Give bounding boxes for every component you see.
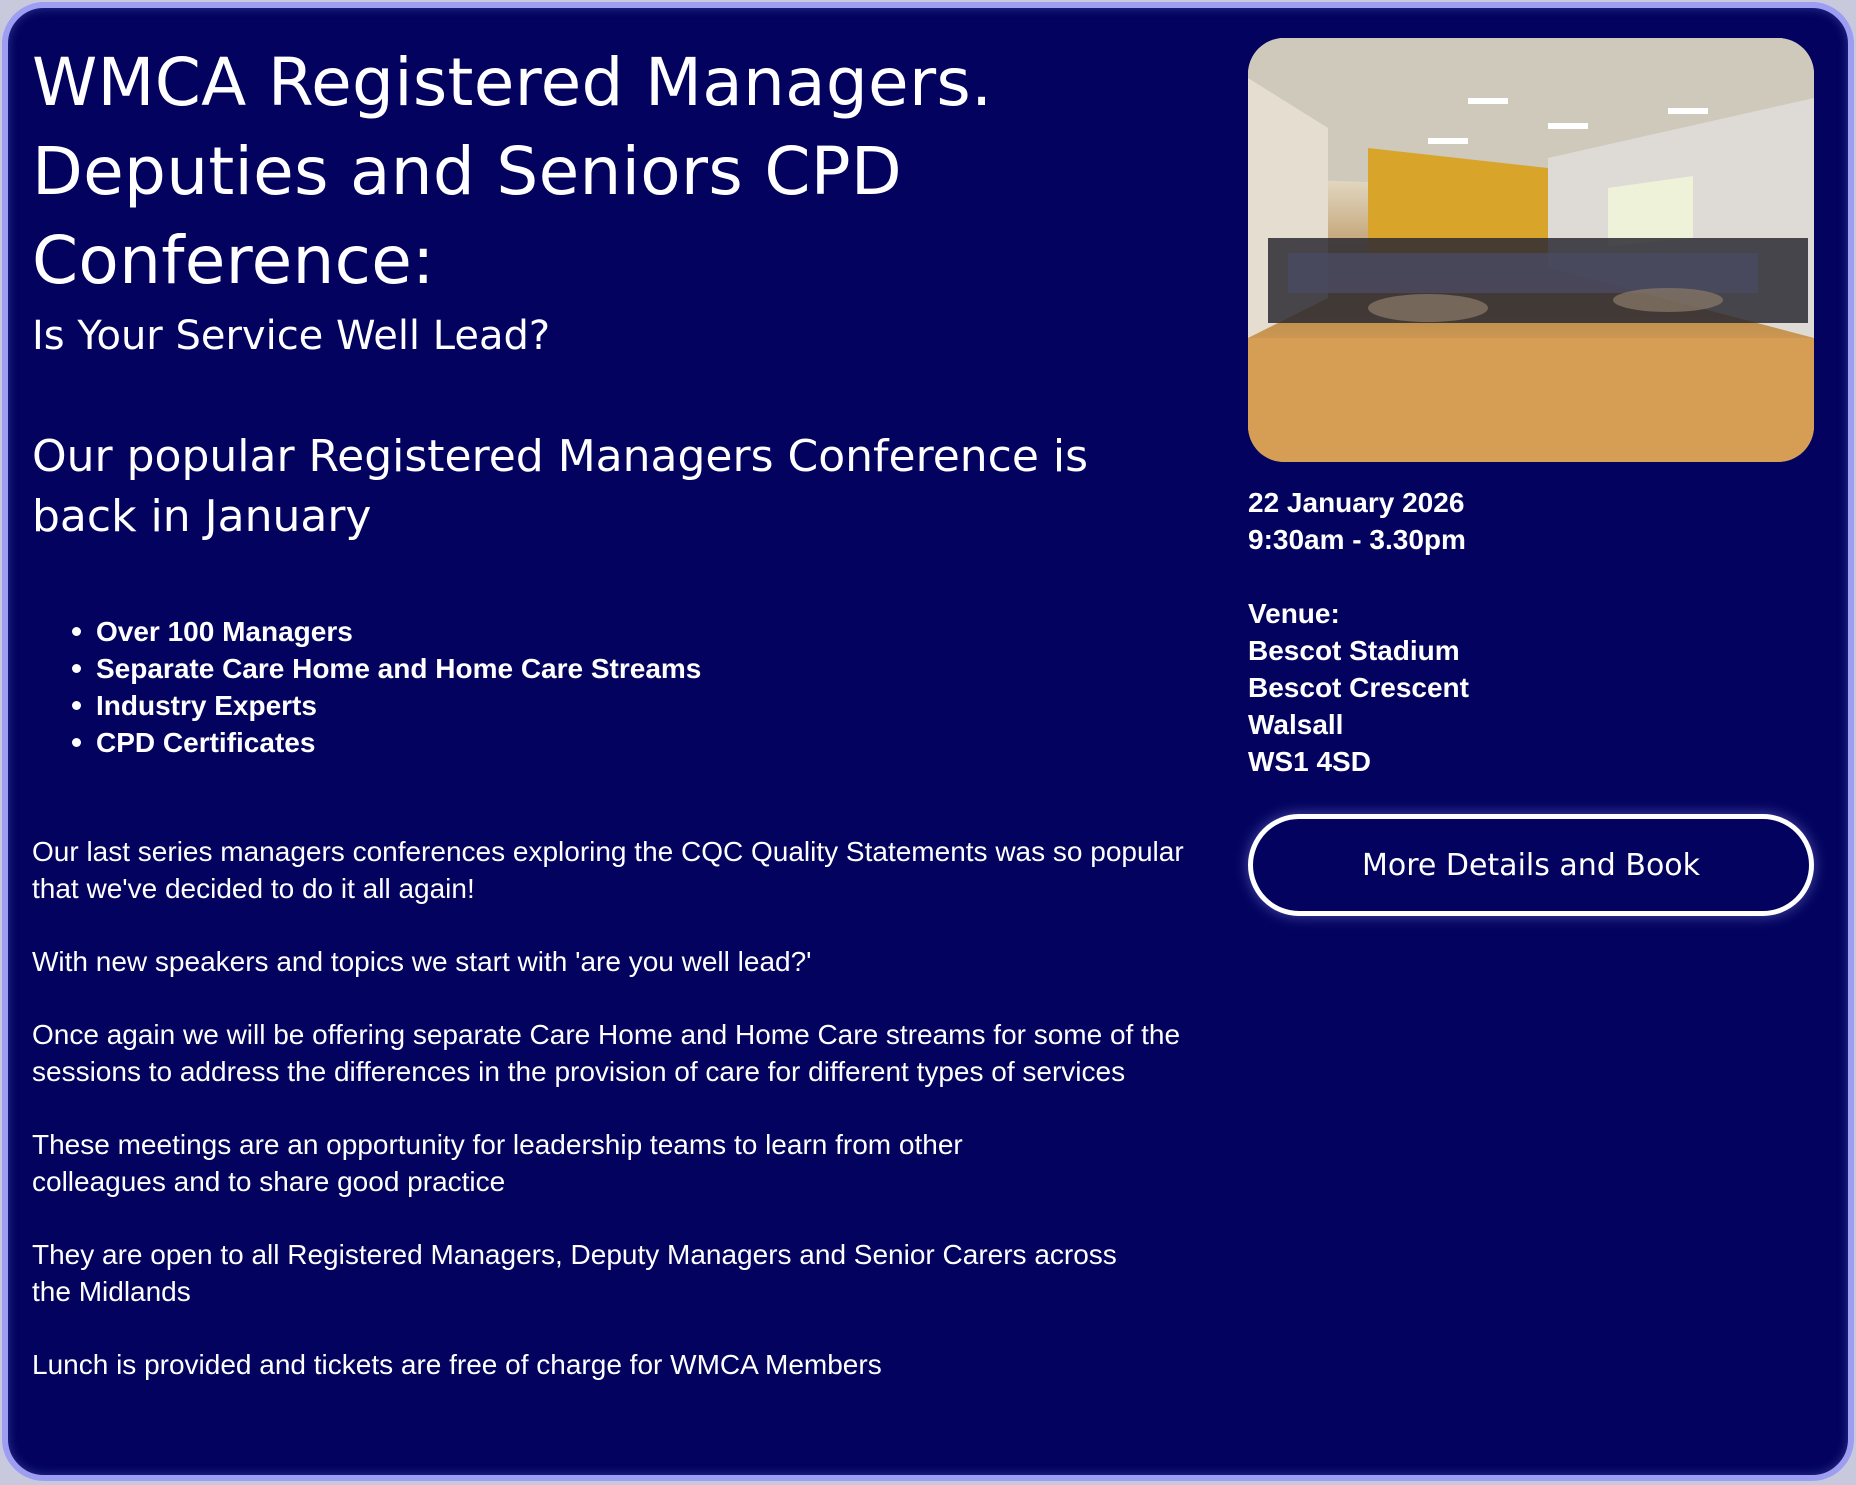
feature-item: Industry Experts [96,687,1212,724]
feature-item: Separate Care Home and Home Care Streams [96,650,1212,687]
more-details-book-button[interactable]: More Details and Book [1248,814,1814,916]
event-sidebar [1248,38,1814,916]
feature-list [32,613,1212,761]
description-paragraph: They are open to all Registered Managers, Deputy Managers and Senior Carers across the Midlands [32,1239,1117,1307]
venue-name: Bescot Stadium [1248,635,1460,666]
event-headline-line-2: back in January [32,491,372,542]
event-time: 9:30am - 3.30pm [1248,524,1466,555]
event-subtitle: Is Your Service Well Lead? [32,313,551,359]
feature-item: Over 100 Managers [96,613,1212,650]
venue-label: Venue: [1248,598,1340,629]
event-title-line-1: WMCA Registered Managers. [32,44,993,121]
event-title-line-3: Conference: [32,222,435,299]
event-title-line-2: Deputies and Seniors CPD [32,133,902,210]
description-paragraph: Lunch is provided and tickets are free of charge for WMCA Members [32,1349,882,1380]
event-card [2,2,1854,1481]
venue-town: Walsall [1248,709,1344,740]
event-description [32,833,1212,1383]
event-date: 22 January 2026 [1248,487,1465,518]
description-paragraph: Our last series managers conferences exploring the CQC Quality Statements was so popular that we've decided to do it all again! [32,836,1184,904]
event-headline [32,427,1212,547]
conference-photo [1248,38,1814,462]
venue-street: Bescot Crescent [1248,672,1469,703]
event-headline-line-1: Our popular Registered Managers Conference is [32,431,1089,482]
event-content [32,38,1212,1419]
event-title [32,38,1212,305]
description-paragraph: With new speakers and topics we start with 'are you well lead?' [32,946,812,977]
event-details [1248,484,1814,780]
venue-postcode: WS1 4SD [1248,746,1371,777]
description-paragraph: Once again we will be offering separate Care Home and Home Care streams for some of the sessions to address the differences in the provision of care for different types of services [32,1019,1181,1087]
spacer [1248,558,1814,595]
feature-item: CPD Certificates [96,724,1212,761]
description-paragraph: These meetings are an opportunity for leadership teams to learn from other colleagues and to share good practice [32,1129,963,1197]
